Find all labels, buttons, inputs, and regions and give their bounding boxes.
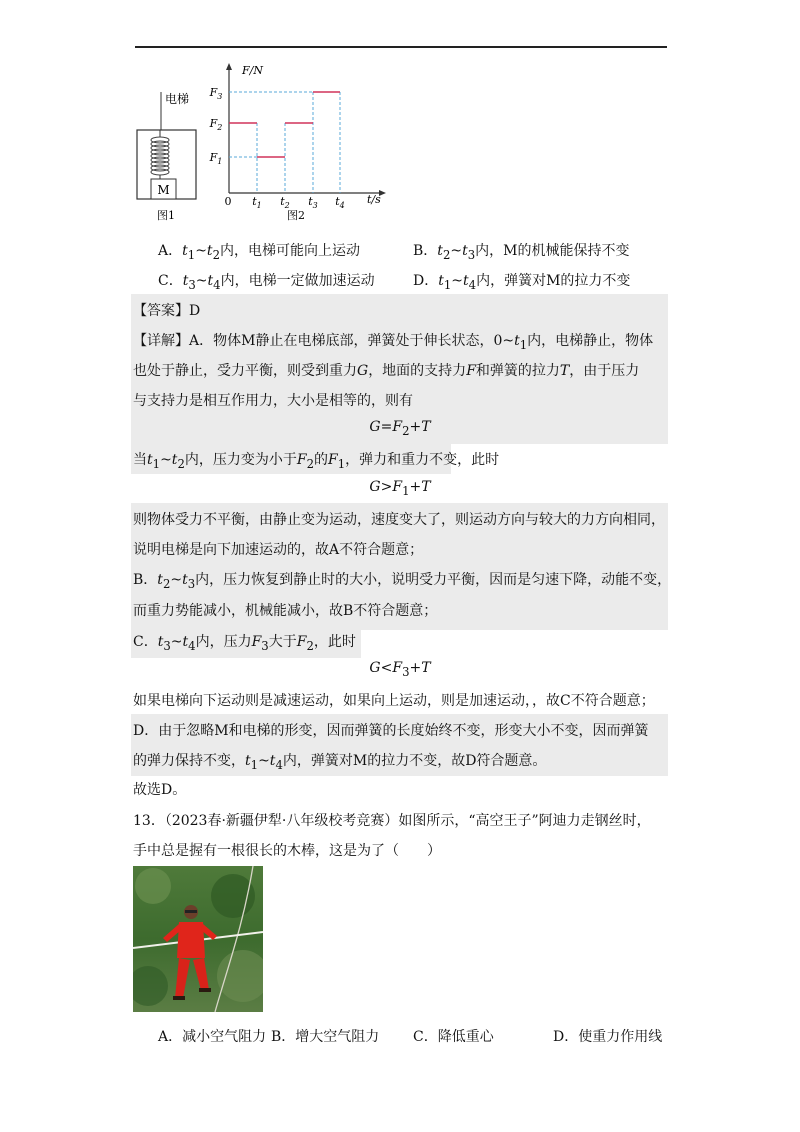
detail-line-4: 当$t_1\sim t_2$内，压力变为小于$F_2$的$F_1$，弹力和重力不变，此时 [133,452,500,471]
detail-line-11: D．由于忽略M和电梯的形变，因而弹簧的长度始终不变，形变大小不变，因而弹簧 [133,723,649,739]
header-rule [135,46,667,48]
q13-line-2: 手中总是握有一根很长的木棒，这是为了（ ） [133,843,441,859]
q13-option-c: C．降低重心 [413,1029,494,1045]
dashed-guides [229,92,340,193]
q13-option-b: B．增大空气阻力 [271,1029,380,1045]
y-tick-F2: $F_2$ [209,117,223,132]
x-tick-t4: $t_4$ [335,195,345,210]
q13-option-d: D．使重力作用线 [553,1029,663,1045]
elevator-diagram [137,91,196,222]
force-time-graph [209,63,386,222]
q12-option-a: A．$t_1\sim t_2$内，电梯可能向上运动 [158,243,360,262]
equation-3: $G<F_3+T$ [369,660,431,679]
detail-line-7: B．$t_2\sim t_3$内，压力恢复到静止时的大小，说明受力平衡，因而是匀速下降，动能不变， [133,572,672,591]
q12-option-c: C．$t_3\sim t_4$内，电梯一定做加速运动 [158,273,375,292]
fig1-caption: 图1 [157,209,175,222]
elevator-label: 电梯 [165,92,190,106]
equation-2: $G>F_1+T$ [369,479,431,498]
detail-line-3: 与支持力是相互作用力，大小是相等的，则有 [133,393,413,409]
detail-line-1: 【详解】A．物体M静止在电梯底部，弹簧处于伸长状态，$0\sim t_1$内，电梯静止，物体 [133,333,654,352]
q13-option-a: A．减小空气阻力 [158,1029,267,1045]
detail-line-5: 则物体受力不平衡，由静止变为运动，速度变大了，则运动方向与较大的力方向相同， [133,512,665,528]
physics-figure [130,55,400,230]
y-tick-F1: $F_1$ [209,151,223,166]
x-axis-label: t/s [367,193,381,206]
q13-line-1: 13．（2023春·新疆伊犁·八年级校考竞赛）如图所示，“高空王子”阿迪力走钢丝时， [133,813,651,829]
x-tick-t1: $t_1$ [252,195,262,210]
y-tick-F3: $F_3$ [209,86,223,101]
mass-label: M [157,183,170,197]
q12-option-d: D．$t_1\sim t_4$内，弹簧对M的拉力不变 [413,273,631,292]
q12-option-b: B．$t_2\sim t_3$内，M的机械能保持不变 [413,243,630,262]
x-tick-t3: $t_3$ [308,195,318,210]
spring-coil [151,137,169,175]
detail-line-9: C．$t_3\sim t_4$内，压力$F_3$大于$F_2$，此时 [133,634,356,653]
detail-line-13: 故选D。 [133,782,187,798]
equation-1: $G=F_2+T$ [369,419,431,438]
detail-line-12: 的弹力保持不变，$t_1\sim t_4$内，弹簧对M的拉力不变，故D符合题意。 [133,753,547,772]
origin-label: 0 [224,195,232,208]
y-axis-label: F/N [242,64,263,77]
answer-line: 【答案】D [133,303,201,319]
fig2-caption: 图2 [287,209,305,222]
detail-line-6: 说明电梯是向下加速运动的，故A不符合题意； [133,542,424,558]
detail-line-2: 也处于静止，受力平衡，则受到重力G，地面的支持力F和弹簧的拉力T，由于压力 [133,363,640,379]
detail-line-8: 而重力势能减小，机械能减小，故B不符合题意； [133,603,438,619]
x-tick-t2: $t_2$ [280,195,290,210]
detail-line-10: 如果电梯向下运动则是减速运动，如果向上运动，则是加速运动，，故C不符合题意； [133,693,655,709]
tightrope-walker-photo [133,866,263,1012]
